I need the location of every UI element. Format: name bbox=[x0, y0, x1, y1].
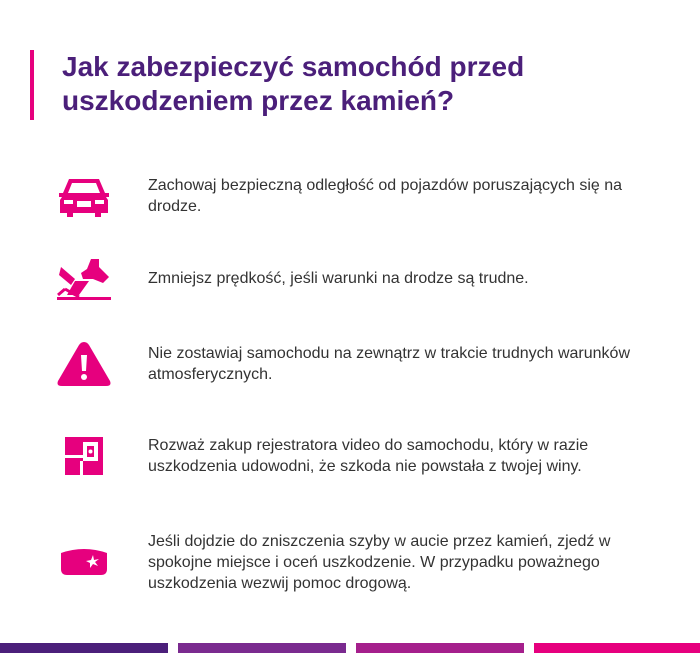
tip-text: Jeśli dojdzie do zniszczenia szyby w aucie przez kamień, zjedź w spokojne miejsce i oceń uszkodzenie. W przypadku poważnego uszkodzenia wezwij pomoc drogową. bbox=[148, 533, 611, 592]
dashcam-icon bbox=[52, 430, 116, 482]
page-title: Jak zabezpieczyć samochód przed uszkodzeniem przez kamień? bbox=[62, 51, 525, 116]
tip-item-dashcam bbox=[52, 430, 672, 482]
car-front-icon bbox=[52, 170, 116, 222]
tip-item-speed bbox=[52, 252, 672, 304]
title-accent-bar bbox=[30, 50, 34, 120]
tip-item-distance bbox=[52, 170, 672, 222]
footer-segment bbox=[356, 643, 524, 653]
tip-item-weather bbox=[52, 338, 672, 390]
footer-segment bbox=[0, 643, 168, 653]
tip-text: Rozważ zakup rejestratora video do samochodu, który w razie uszkodzenia udowodni, że szkoda nie powstała z twojej winy. bbox=[148, 437, 589, 475]
tip-text: Zmniejsz prędkość, jeśli warunki na drodze są trudne. bbox=[148, 269, 529, 287]
tip-text: Zachowaj bezpieczną odległość od pojazdów poruszających się na drodze. bbox=[148, 177, 623, 215]
cracked-windshield-icon bbox=[52, 537, 116, 589]
footer-segment bbox=[178, 643, 346, 653]
footer-segment bbox=[534, 643, 700, 653]
tip-text: Nie zostawiaj samochodu na zewnątrz w trakcie trudnych warunków atmosferycznych. bbox=[148, 345, 630, 383]
foot-brake-pedal-icon bbox=[52, 252, 116, 304]
warning-triangle-icon bbox=[52, 338, 116, 390]
tip-item-windshield bbox=[52, 531, 672, 594]
footer-color-bar bbox=[0, 643, 700, 653]
